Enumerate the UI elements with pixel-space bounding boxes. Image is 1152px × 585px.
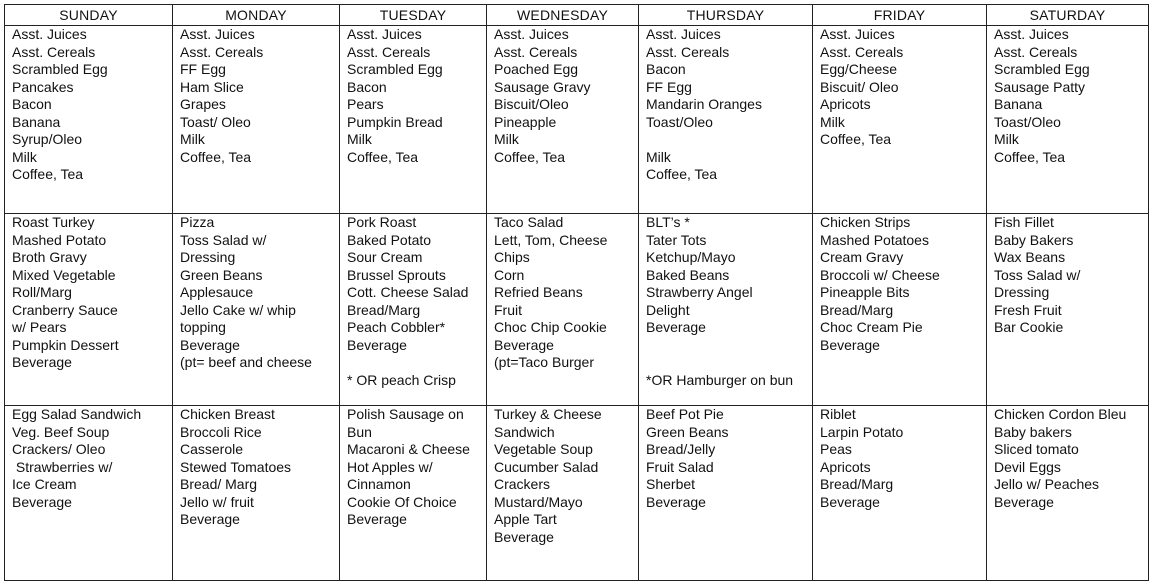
menu-item: Beverage (646, 493, 706, 510)
menu-item: Toss Salad w/ (994, 266, 1081, 283)
menu-item: Larpin Potato (820, 423, 904, 440)
menu-item: Strawberry Angel (646, 284, 753, 300)
menu-cell (5, 214, 173, 406)
menu-item: Cinnamon (347, 476, 411, 492)
menu-item: Sliced tomato (994, 441, 1079, 457)
weekly-menu-table (4, 4, 1149, 581)
menu-item: Ketchup/Mayo (646, 249, 736, 265)
menu-item: Chips (494, 249, 530, 265)
menu-item: Cookie Of Choice (347, 493, 457, 510)
menu-item: Beverage (820, 336, 880, 353)
menu-item: Delight (646, 301, 690, 318)
menu-item: Bacon (646, 61, 686, 77)
menu-cell (813, 214, 987, 406)
menu-cell (487, 26, 639, 214)
menu-item: Riblet (820, 406, 856, 422)
menu-item: Baked Potato (347, 231, 432, 248)
menu-item: Beverage (12, 354, 72, 370)
menu-cell (813, 26, 987, 214)
menu-item: Coffee, Tea (12, 166, 84, 182)
menu-item: Asst. Cereals (347, 43, 431, 60)
menu-item: Bread/Marg (820, 476, 894, 492)
menu-item: Beverage (12, 493, 72, 510)
menu-item: Coffee, Tea (180, 148, 252, 165)
menu-item: Asst. Juices (347, 26, 422, 42)
menu-item: Beverage (180, 511, 240, 527)
menu-item: Cott. Cheese Salad (347, 284, 469, 300)
header-monday: MONDAY (173, 5, 340, 26)
menu-item: Hot Apples w/ (347, 458, 433, 475)
menu-item: Asst. Cereals (994, 43, 1078, 60)
menu-item: Apricots (820, 458, 871, 475)
menu-item: Roast Turkey (12, 214, 95, 230)
menu-item: Asst. Juices (180, 26, 255, 42)
menu-item: Chicken Cordon Bleu (994, 406, 1127, 422)
menu-item: Asst. Juices (494, 26, 569, 42)
menu-item: Syrup/Oleo (12, 131, 83, 147)
menu-item: Toast/Oleo (646, 113, 713, 130)
menu-cell (173, 214, 340, 406)
menu-item: Sandwich (494, 423, 555, 440)
menu-item: Coffee, Tea (994, 148, 1066, 165)
menu-item: Dressing (180, 249, 236, 265)
menu-item: Toast/ Oleo (180, 113, 251, 130)
menu-item: Sour Cream (347, 249, 423, 265)
menu-item: Dressing (994, 284, 1050, 300)
menu-item: Chicken Strips (820, 214, 911, 230)
menu-item: Beverage (347, 511, 407, 527)
menu-cell (5, 26, 173, 214)
menu-item: Turkey & Cheese (494, 406, 602, 422)
menu-item: Milk (12, 148, 37, 165)
menu-item: Baby bakers (994, 423, 1072, 440)
menu-item: Cucumber Salad (494, 458, 599, 475)
menu-item: Beverage (494, 528, 554, 545)
menu-item: Biscuit/ Oleo (820, 78, 899, 95)
menu-item: Banana (12, 113, 61, 130)
menu-item: Apple Tart (494, 511, 557, 527)
menu-item: Coffee, Tea (494, 148, 566, 165)
menu-item (646, 131, 808, 149)
menu-cell (340, 214, 487, 406)
menu-item: Pork Roast (347, 214, 417, 230)
menu-cell (173, 26, 340, 214)
menu-item: Baby Bakers (994, 231, 1074, 248)
menu-item: Beverage (820, 493, 880, 510)
menu-item: Milk (646, 148, 671, 165)
menu-item: Asst. Juices (12, 26, 87, 42)
menu-item: Mashed Potato (12, 231, 107, 248)
menu-item: Roll/Marg (12, 284, 72, 300)
menu-item: Milk (180, 131, 205, 147)
menu-item: *OR Hamburger on bun (646, 371, 794, 388)
menu-item: Fresh Fruit (994, 301, 1062, 318)
menu-item: FF Egg (646, 78, 692, 95)
header-thursday: THURSDAY (639, 5, 813, 26)
menu-item: Pears (347, 96, 384, 112)
menu-item: Bread/Jelly (646, 441, 716, 457)
menu-item: Asst. Cereals (820, 43, 904, 60)
menu-item: Beef Pot Pie (646, 406, 724, 422)
menu-item: Stewed Tomatoes (180, 458, 292, 475)
menu-item: Polish Sausage on (347, 406, 464, 422)
menu-item: Chicken Breast (180, 406, 275, 422)
menu-item: Refried Beans (494, 284, 583, 300)
menu-item: Coffee, Tea (347, 148, 419, 165)
menu-item: Casserole (180, 441, 244, 457)
menu-item: FF Egg (180, 61, 226, 77)
menu-item: Beverage (646, 319, 706, 335)
menu-cell (173, 406, 340, 581)
menu-item: Egg Salad Sandwich (12, 406, 142, 422)
menu-item: Mustard/Mayo (494, 493, 583, 510)
menu-item: Pumpkin Bread (347, 113, 443, 130)
menu-item: Sausage Patty (994, 78, 1086, 95)
menu-cell (987, 26, 1149, 214)
menu-item: Milk (994, 131, 1019, 147)
menu-item: Fish Fillet (994, 214, 1054, 230)
menu-item: Mandarin Oranges (646, 96, 762, 112)
breakfast-row (5, 26, 1149, 214)
menu-item: Green Beans (646, 423, 729, 440)
menu-item: Bread/ Marg (180, 476, 258, 492)
menu-item (646, 337, 808, 355)
menu-item: Milk (494, 131, 519, 147)
menu-cell (487, 406, 639, 581)
menu-item: Lett, Tom, Cheese (494, 231, 608, 248)
menu-item: Pizza (180, 214, 215, 230)
menu-cell (487, 214, 639, 406)
menu-item: Toast/Oleo (994, 113, 1061, 130)
menu-item: Biscuit/Oleo (494, 96, 569, 112)
menu-item: Pineapple (494, 113, 557, 130)
menu-item: Coffee, Tea (820, 131, 892, 147)
menu-item: Banana (994, 96, 1043, 112)
menu-item: Cranberry Sauce (12, 301, 118, 318)
menu-item: Broccoli w/ Cheese (820, 266, 940, 283)
menu-item: Veg. Beef Soup (12, 423, 110, 440)
menu-item: w/ Pears (12, 319, 67, 335)
menu-item: Jello w/ Peaches (994, 476, 1100, 492)
menu-item: Asst. Cereals (180, 43, 264, 60)
menu-item (646, 354, 808, 372)
menu-item: Bacon (347, 78, 387, 95)
menu-cell (340, 406, 487, 581)
menu-item: Fruit Salad (646, 458, 714, 475)
menu-item: Choc Cream Pie (820, 319, 923, 335)
menu-item: Pancakes (12, 78, 74, 95)
menu-item: Jello Cake w/ whip (180, 301, 296, 318)
menu-item: Grapes (180, 96, 226, 112)
menu-item: Asst. Cereals (494, 43, 578, 60)
menu-item: Pineapple Bits (820, 284, 910, 300)
header-friday: FRIDAY (813, 5, 987, 26)
menu-item: BLT’s * (646, 214, 690, 230)
menu-cell (639, 214, 813, 406)
menu-item: Devil Eggs (994, 458, 1061, 475)
supper-row (5, 406, 1149, 581)
menu-item: Beverage (494, 336, 554, 353)
menu-item: Mashed Potatoes (820, 231, 929, 248)
menu-item: Crackers (494, 476, 551, 492)
header-saturday: SATURDAY (987, 5, 1149, 26)
header-sunday: SUNDAY (5, 5, 173, 26)
menu-item: Toss Salad w/ (180, 231, 267, 248)
menu-item: Broccoli Rice (180, 423, 262, 440)
menu-item: Asst. Juices (994, 26, 1069, 42)
menu-item: Applesauce (180, 284, 254, 300)
menu-item: Scrambled Egg (994, 61, 1090, 77)
menu-item: Taco Salad (494, 214, 564, 230)
menu-item: Milk (347, 131, 372, 147)
menu-item: Fruit (494, 301, 522, 318)
lunch-row (5, 214, 1149, 406)
menu-item: Scrambled Egg (347, 61, 443, 77)
menu-item: Bar Cookie (994, 319, 1064, 335)
menu-item: Crackers/ Oleo (12, 441, 106, 457)
menu-item: Peas (820, 441, 852, 457)
menu-item: Bacon (12, 96, 52, 112)
menu-cell (639, 406, 813, 581)
header-tuesday: TUESDAY (340, 5, 487, 26)
menu-cell (639, 26, 813, 214)
menu-item: Asst. Juices (820, 26, 895, 42)
menu-item: Wax Beans (994, 249, 1066, 265)
menu-cell (987, 406, 1149, 581)
menu-item: Ice Cream (12, 476, 77, 492)
menu-item: Milk (820, 113, 845, 130)
header-wednesday: WEDNESDAY (487, 5, 639, 26)
menu-item: Macaroni & Cheese (347, 441, 470, 457)
menu-item: Green Beans (180, 266, 263, 283)
menu-item: Mixed Vegetable (12, 266, 116, 283)
menu-cell (340, 26, 487, 214)
menu-item: Pumpkin Dessert (12, 336, 119, 353)
menu-item: Asst. Cereals (646, 43, 730, 60)
menu-item: Scrambled Egg (12, 61, 108, 77)
menu-item: topping (180, 319, 226, 335)
menu-item: Sherbet (646, 476, 696, 492)
menu-cell (987, 214, 1149, 406)
menu-item: Beverage (347, 336, 407, 353)
menu-item: Sausage Gravy (494, 78, 591, 95)
menu-item: Poached Egg (494, 61, 579, 77)
menu-item: Cream Gravy (820, 249, 904, 265)
menu-item: Coffee, Tea (646, 166, 718, 182)
menu-item: Brussel Sprouts (347, 266, 446, 283)
menu-item: Asst. Juices (646, 26, 721, 42)
day-header-row (5, 5, 1149, 26)
menu-item: Baked Beans (646, 266, 730, 283)
menu-item: (pt=Taco Burger (494, 354, 594, 370)
menu-item: Broth Gravy (12, 249, 87, 265)
menu-item: Tater Tots (646, 231, 707, 248)
menu-item: Asst. Cereals (12, 43, 96, 60)
menu-cell (5, 406, 173, 581)
menu-cell (813, 406, 987, 581)
menu-item (347, 354, 482, 372)
menu-item: (pt= beef and cheese (180, 354, 312, 370)
menu-item: Egg/Cheese (820, 61, 898, 77)
menu-item: Jello w/ fruit (180, 493, 254, 510)
menu-item: * OR peach Crisp (347, 371, 456, 388)
menu-item: Strawberries w/ (12, 458, 113, 475)
menu-item: Vegetable Soup (494, 441, 593, 457)
menu-item: Bread/Marg (820, 301, 894, 318)
menu-item: Beverage (180, 336, 240, 353)
menu-item: Bread/Marg (347, 301, 421, 318)
menu-item: Apricots (820, 96, 871, 112)
menu-item: Choc Chip Cookie (494, 319, 607, 335)
menu-item: Peach Cobbler* (347, 319, 446, 335)
menu-item: Beverage (994, 493, 1054, 510)
menu-item: Corn (494, 266, 525, 283)
menu-item: Ham Slice (180, 78, 244, 95)
menu-item: Bun (347, 423, 372, 440)
